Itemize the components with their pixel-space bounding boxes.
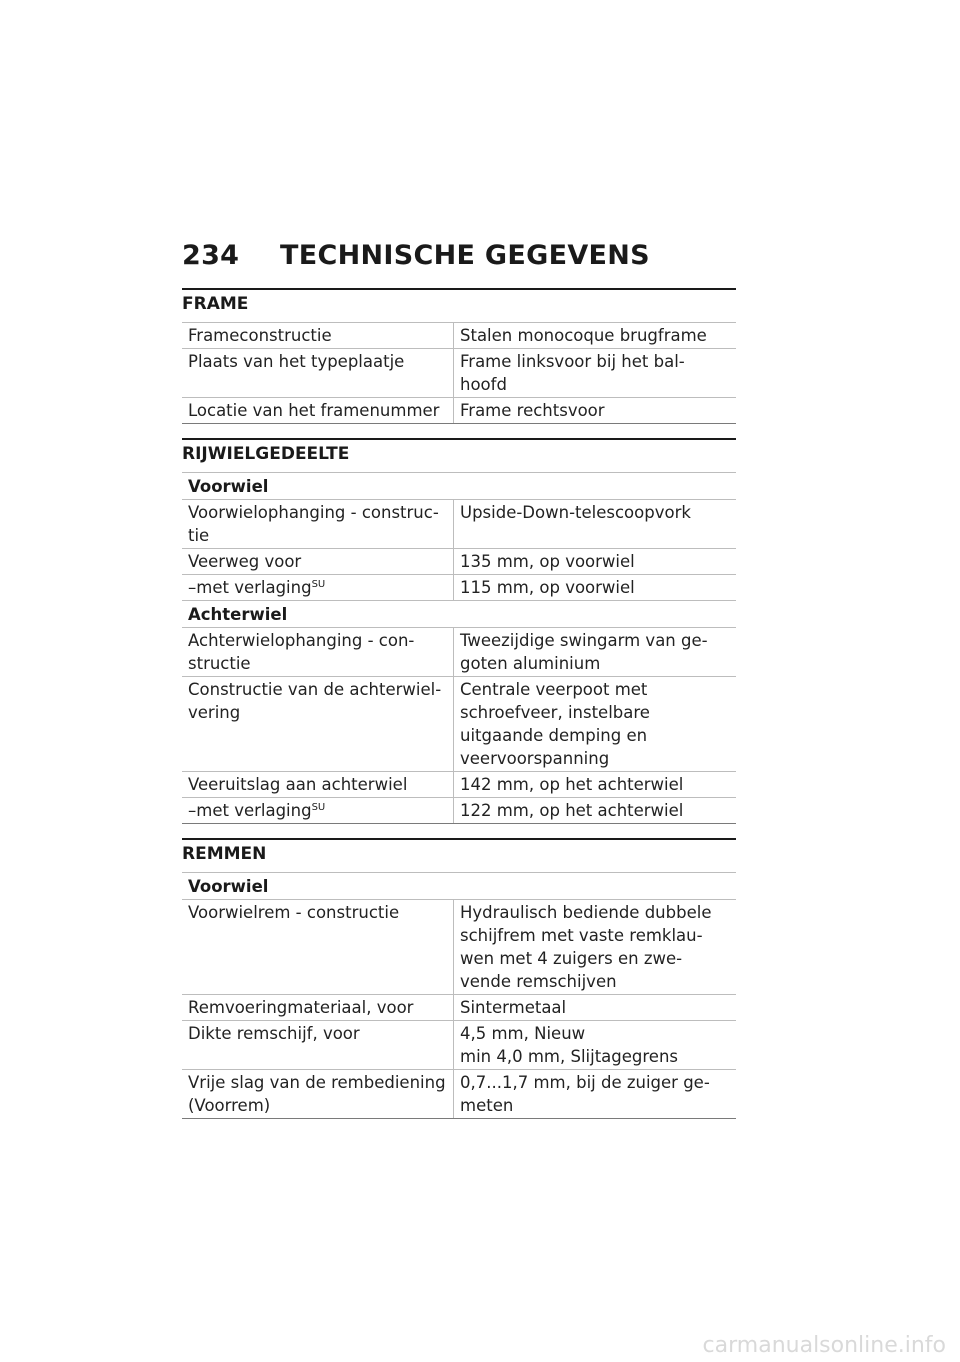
table-row (182, 628, 736, 677)
spec-label: Vrije slag van de rembediening (Voorrem) (182, 1070, 454, 1118)
spec-value: 142 mm, op het achterwiel (460, 775, 684, 794)
table-row (182, 398, 736, 424)
table-row (182, 323, 736, 349)
spec-value: Hydraulisch bediende dubbele schijfrem met vaste remklau- wen met 4 zuigers en zwe- vende remschijven (460, 903, 712, 991)
spec-label: Veerweg voor (182, 549, 454, 574)
spec-label-with-suffix (182, 798, 454, 823)
spec-label: Voorwielrem - constructie (182, 900, 454, 994)
spec-value: Centrale veerpoot met schroefveer, instelbare uitgaande demping en veervoorspanning (460, 680, 650, 768)
spec-value: Frame rechtsvoor (460, 401, 605, 420)
spec-value: 115 mm, op voorwiel (460, 578, 635, 597)
section-title-frame: FRAME (182, 290, 736, 323)
spec-label: Achterwielophanging - con- structie (182, 628, 454, 676)
spec-value: Sintermetaal (460, 998, 567, 1017)
spec-label: Dikte remschijf, voor (182, 1021, 454, 1069)
spec-label: –met verlaging (188, 801, 312, 820)
spec-value: 4,5 mm, Nieuw min 4,0 mm, Slijtagegrens (460, 1024, 679, 1066)
page-title: TECHNISCHE GEGEVENS (280, 240, 650, 271)
spec-value: 122 mm, op het achterwiel (460, 801, 684, 820)
section-title-remmen: REMMEN (182, 840, 736, 873)
table-row (182, 575, 736, 601)
superscript-code: SU (311, 579, 326, 590)
subsection-title-voorwiel: Voorwiel (182, 873, 736, 900)
spec-value: Stalen monocoque brugframe (460, 326, 707, 345)
spec-label: Voorwielophanging - construc- tie (182, 500, 454, 548)
table-row (182, 1070, 736, 1119)
section-title-rijwielgedeelte: RIJWIELGEDEELTE (182, 440, 736, 473)
table-row (182, 677, 736, 772)
table-row (182, 500, 736, 549)
superscript-code: SU (311, 802, 326, 813)
spec-value: Upside-Down-telescoopvork (460, 503, 691, 522)
spec-value: 135 mm, op voorwiel (460, 552, 635, 571)
spec-label: Locatie van het framenummer (182, 398, 454, 423)
spec-label: Veeruitslag aan achterwiel (182, 772, 454, 797)
spec-label: –met verlaging (188, 578, 312, 597)
section-rijwielgedeelte (182, 438, 736, 824)
spec-label: Plaats van het typeplaatje (182, 349, 454, 397)
table-row (182, 1021, 736, 1070)
section-frame (182, 288, 736, 424)
spec-value: 0,7...1,7 mm, bij de zuiger ge- meten (460, 1073, 710, 1115)
page-number: 234 (182, 240, 240, 271)
spec-value: Frame linksvoor bij het bal- hoofd (460, 352, 685, 394)
section-remmen (182, 838, 736, 1119)
spec-label: Remvoeringmateriaal, voor (182, 995, 454, 1020)
subsection-title-voorwiel: Voorwiel (182, 473, 736, 500)
subsection-title-achterwiel: Achterwiel (182, 601, 736, 628)
manual-page (182, 240, 736, 1119)
table-row (182, 772, 736, 798)
spec-label: Constructie van de achterwiel- vering (182, 677, 454, 771)
table-row (182, 900, 736, 995)
spec-label: Frameconstructie (182, 323, 454, 348)
page-header (182, 240, 736, 288)
table-row (182, 995, 736, 1021)
spec-label-with-suffix (182, 575, 454, 600)
table-row (182, 549, 736, 575)
table-row (182, 798, 736, 824)
spec-value: Tweezijdige swingarm van ge- goten aluminium (460, 631, 708, 673)
watermark: carmanualsonline.info (702, 1333, 946, 1358)
table-row (182, 349, 736, 398)
